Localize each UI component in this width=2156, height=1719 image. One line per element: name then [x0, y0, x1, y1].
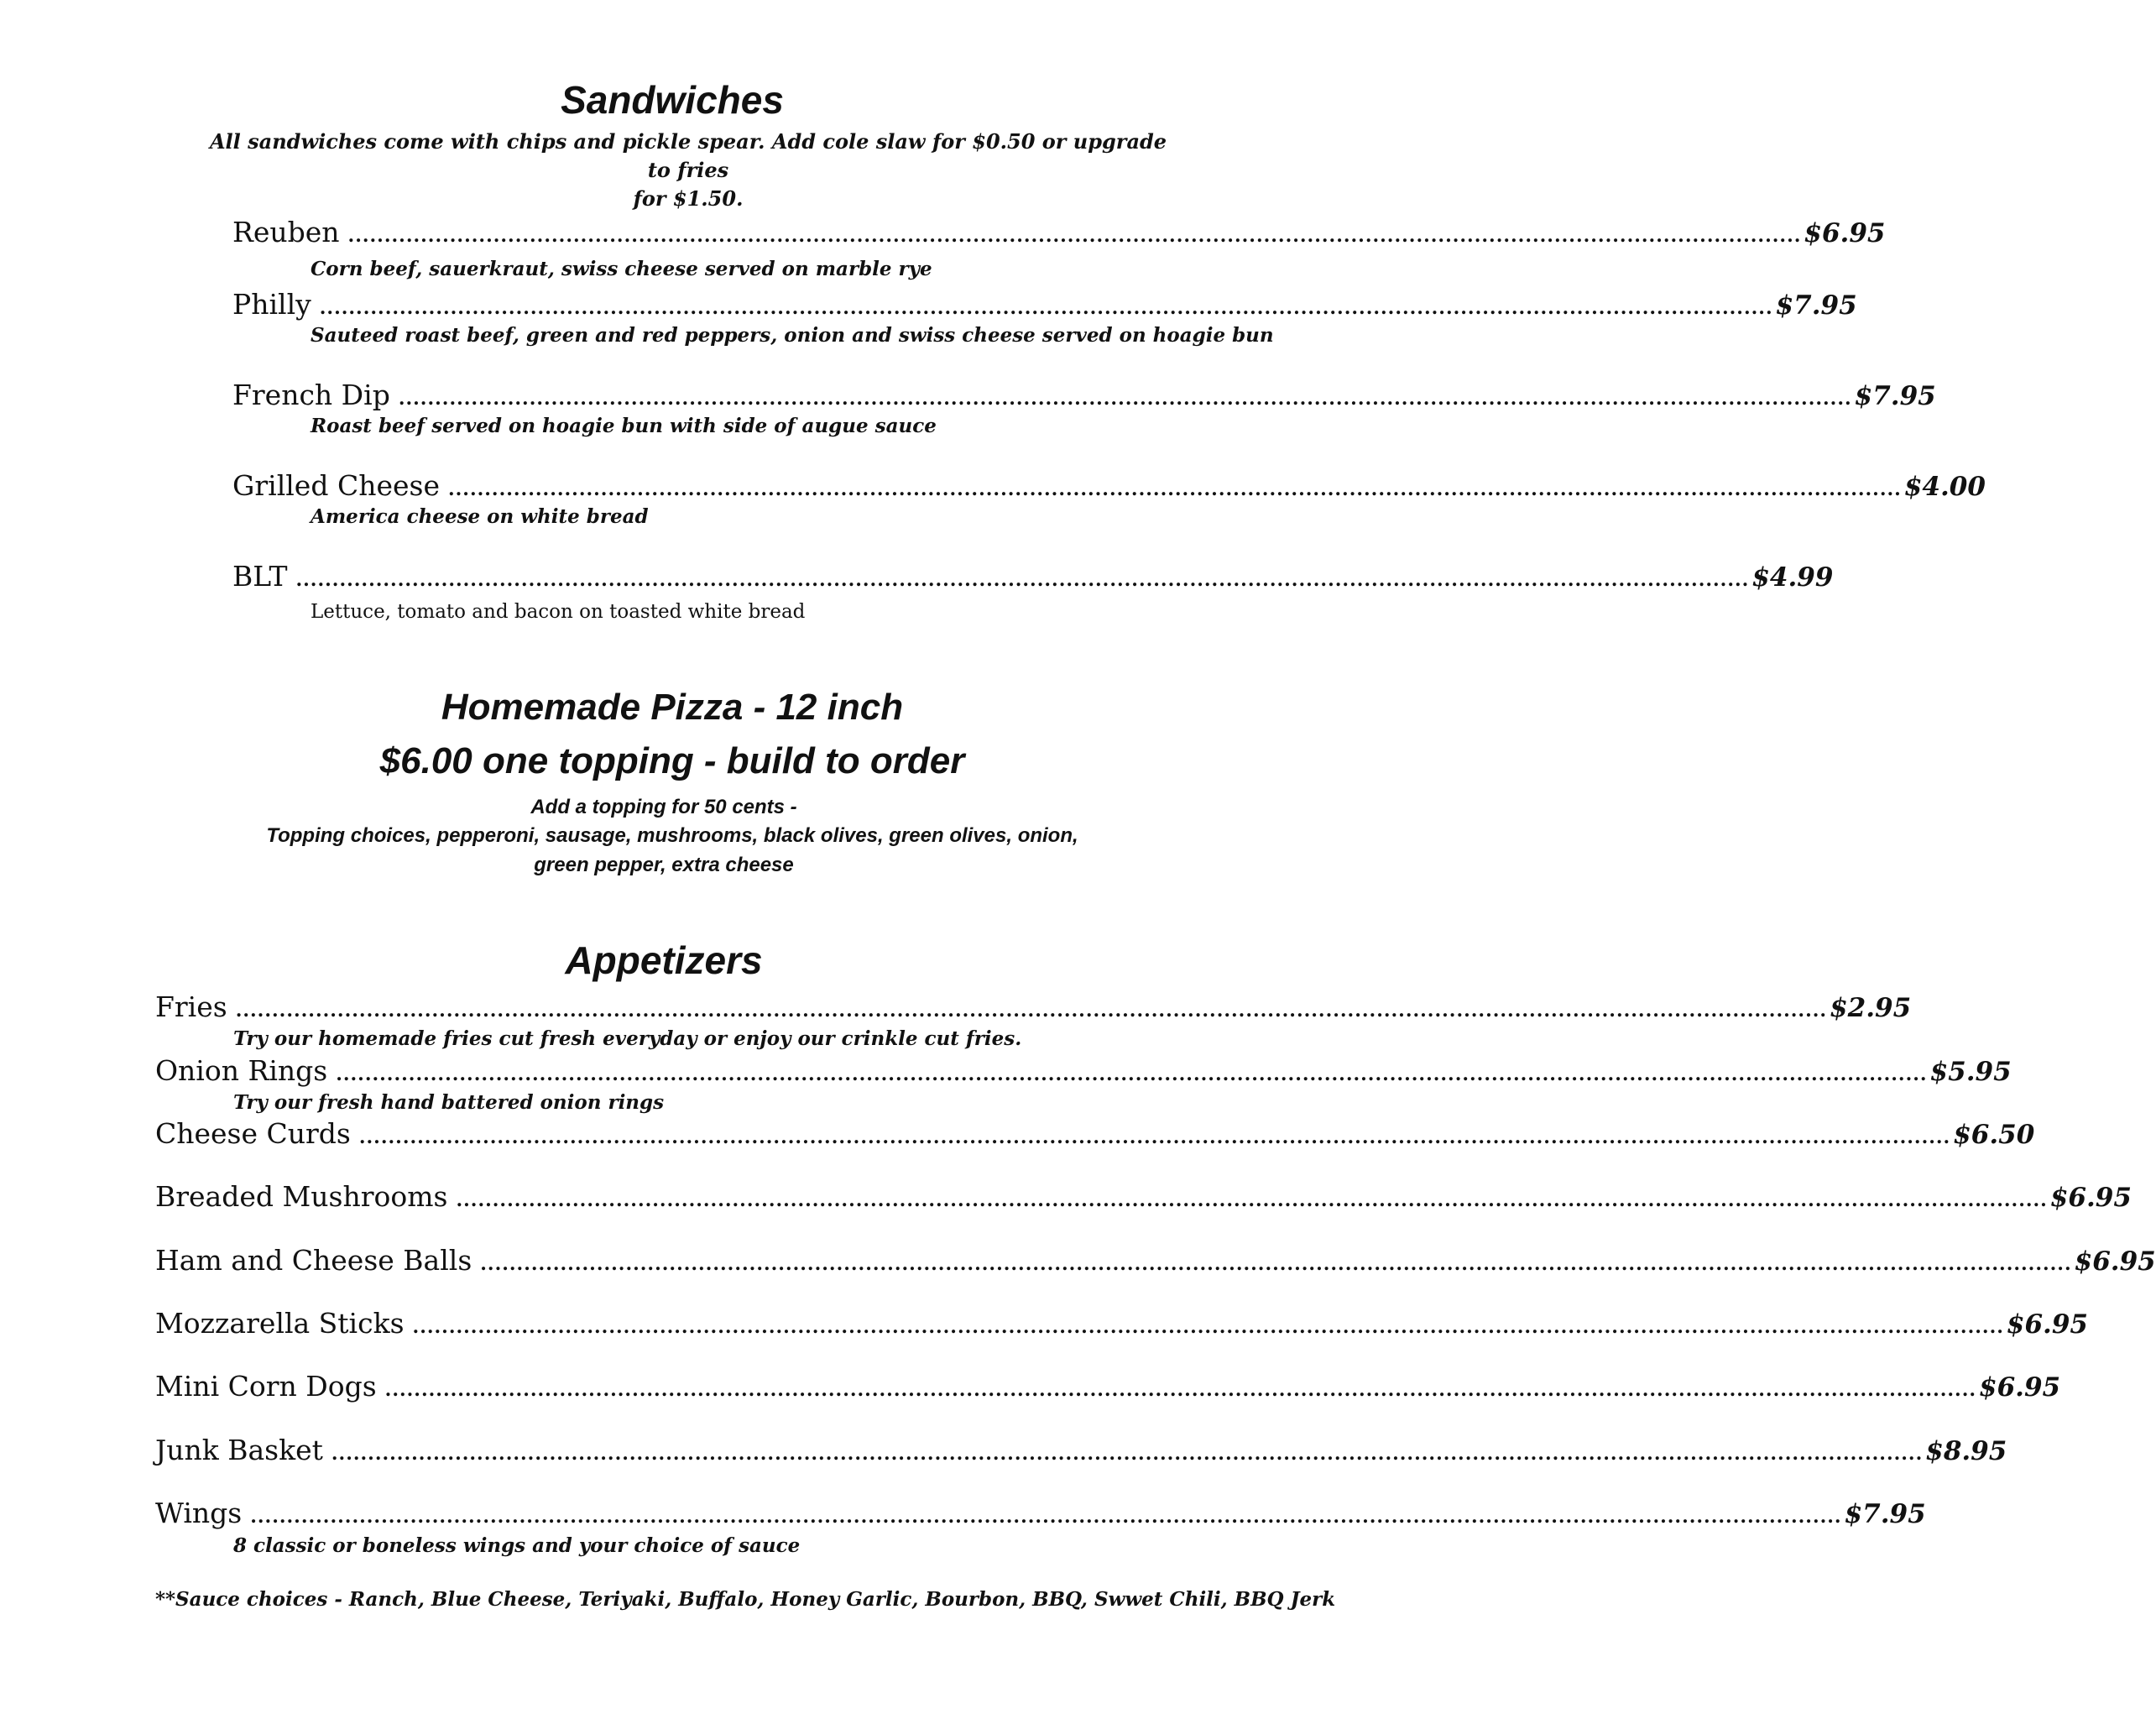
item-price: $7.95 — [1775, 290, 1857, 321]
item-name: Grilled Cheese — [232, 469, 440, 502]
menu-item-grilled-cheese — [232, 469, 1986, 503]
dot-leader: ........................................................................................................................................................................................................ — [398, 388, 1852, 410]
dot-leader: ........................................................................................................................................................................................................................... — [336, 1063, 1928, 1085]
item-description: Try our fresh hand battered onion rings — [233, 1091, 665, 1114]
dot-leader: ........................................................................................................................................................................................................................... — [384, 1379, 1977, 1401]
item-price: $6.95 — [2074, 1246, 2156, 1277]
menu-item-mozzarella-sticks — [155, 1307, 2088, 1340]
item-price: $5.95 — [1929, 1057, 2012, 1087]
item-description: Lettuce, tomato and bacon on toasted white bread — [311, 601, 806, 623]
menu-item-blt — [232, 560, 1834, 593]
sandwiches-heading: Sandwiches — [561, 78, 784, 122]
item-description: 8 classic or boneless wings and your choice of sauce — [233, 1534, 801, 1557]
item-price: $6.95 — [1804, 218, 1886, 248]
item-name: Onion Rings — [155, 1054, 328, 1087]
item-price: $8.95 — [1925, 1436, 2007, 1466]
item-price: $6.50 — [1953, 1120, 2035, 1150]
item-name: Mini Corn Dogs — [155, 1370, 377, 1403]
item-price: $7.95 — [1844, 1499, 1926, 1529]
dot-leader: ........................................................................................................................................................................................................ — [319, 297, 1773, 319]
sandwiches-intro-line-1: All sandwiches come with chips and pickle spear. Add cole slaw for $0.50 or upgrade to fries — [209, 129, 1167, 182]
dot-leader: ........................................................................................................................................................................................................................... — [331, 1443, 1924, 1465]
menu-item-junk-basket — [155, 1434, 2007, 1467]
menu-item-ham-and-cheese-balls — [155, 1244, 2156, 1277]
pizza-topping-note: Add a topping for 50 cents - — [530, 796, 797, 818]
dot-leader: ........................................................................................................................................................................................................................... — [235, 1000, 1828, 1021]
dot-leader: ........................................................................................................................................................................................................................... — [480, 1253, 2072, 1275]
item-description: Sauteed roast beef, green and red peppers, onion and swiss cheese served on hoagie bun — [311, 324, 1274, 347]
menu-item-fries — [155, 990, 1912, 1024]
item-price: $6.95 — [2049, 1183, 2132, 1213]
menu-item-breaded-mushrooms — [155, 1180, 2132, 1214]
item-name: Mozzarella Sticks — [155, 1307, 405, 1340]
menu-item-french-dip — [232, 379, 1936, 412]
dot-leader: ........................................................................................................................................................................................................................... — [412, 1316, 2004, 1338]
item-name: Wings — [155, 1497, 243, 1529]
item-price: $4.99 — [1751, 562, 1834, 593]
item-name: BLT — [232, 560, 288, 593]
item-description: Roast beef served on hoagie bun with side of augue sauce — [311, 415, 937, 437]
item-name: Fries — [155, 990, 227, 1023]
menu-item-onion-rings — [155, 1054, 2012, 1088]
item-name: Breaded Mushrooms — [155, 1180, 448, 1213]
item-name: Cheese Curds — [155, 1117, 351, 1150]
menu-item-reuben — [232, 216, 1886, 249]
item-price: $4.00 — [1903, 472, 1986, 502]
item-name: French Dip — [232, 379, 390, 411]
sandwiches-intro — [201, 128, 1175, 213]
sauce-choices-note: **Sauce choices - Ranch, Blue Cheese, Teriyaki, Buffalo, Honey Garlic, Bourbon, BBQ, Swwet Chili, BBQ Jerk — [155, 1588, 1336, 1611]
menu-item-philly — [232, 288, 1857, 321]
sandwiches-intro-line-2: for $1.50. — [633, 186, 744, 211]
pizza-heading: Homemade Pizza - 12 inch — [441, 687, 904, 728]
pizza-topping-choices-cont: green pepper, extra cheese — [534, 854, 794, 876]
dot-leader: ........................................................................................................................................................................................................ — [347, 225, 1802, 247]
menu-item-wings — [155, 1497, 1926, 1530]
item-name: Junk Basket — [155, 1434, 323, 1466]
item-name: Philly — [232, 288, 311, 321]
menu-item-mini-corn-dogs — [155, 1370, 2061, 1403]
appetizers-heading: Appetizers — [565, 938, 763, 982]
item-description: Try our homemade fries cut fresh everyday or enjoy our crinkle cut fries. — [233, 1027, 1022, 1050]
pizza-topping-choices: Topping choices, pepperoni, sausage, mushrooms, black olives, green olives, onion, — [266, 824, 1078, 847]
item-price: $7.95 — [1854, 381, 1936, 411]
dot-leader: ........................................................................................................................................................................................................................... — [358, 1126, 1951, 1148]
menu-item-cheese-curds — [155, 1117, 2035, 1151]
item-description: Corn beef, sauerkraut, swiss cheese served on marble rye — [311, 258, 932, 280]
pizza-subtitle: $6.00 one topping - build to order — [379, 740, 965, 781]
item-price: $2.95 — [1830, 993, 1912, 1023]
item-price: $6.95 — [1979, 1372, 2061, 1403]
dot-leader: ........................................................................................................................................................................................................ — [447, 478, 1902, 500]
dot-leader: ........................................................................................................................................................................................................ — [295, 569, 1750, 591]
item-name: Reuben — [232, 216, 340, 248]
dot-leader: ........................................................................................................................................................................................................................... — [456, 1189, 2048, 1211]
item-price: $6.95 — [2006, 1309, 2088, 1340]
item-name: Ham and Cheese Balls — [155, 1244, 472, 1277]
item-description: America cheese on white bread — [311, 505, 649, 528]
dot-leader: ........................................................................................................................................................................................................................... — [250, 1506, 1842, 1528]
